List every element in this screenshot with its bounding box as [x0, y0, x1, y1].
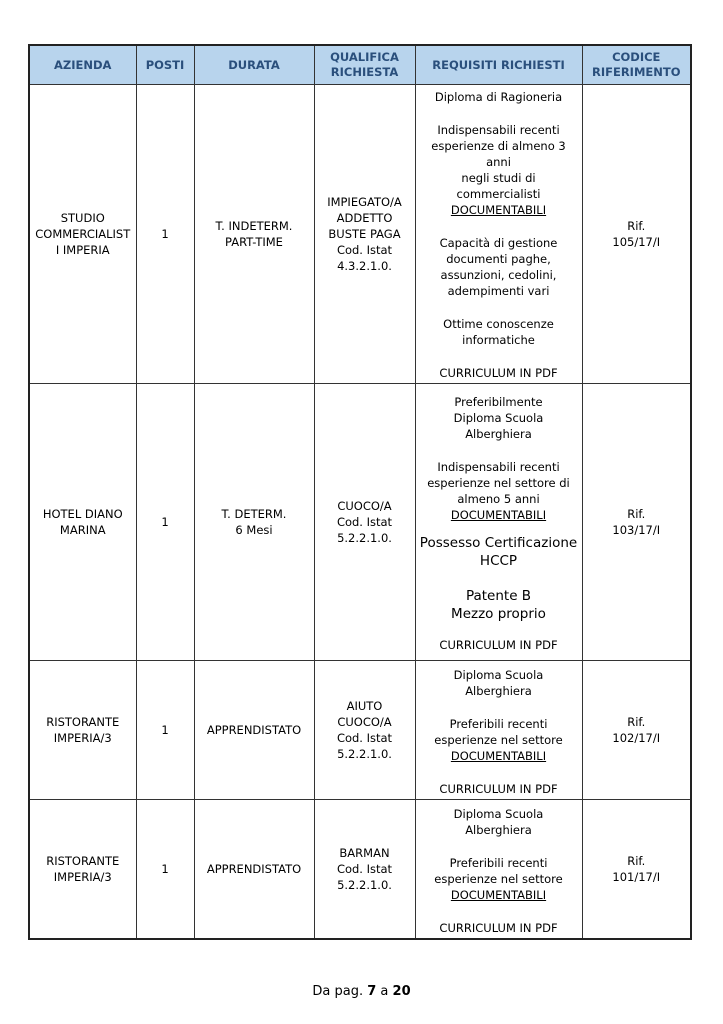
cell-codice	[582, 800, 691, 940]
azienda-line: HOTEL DIANO	[42, 507, 123, 521]
cell-requisiti	[415, 661, 582, 800]
requisiti-esperienze: esperienze nel settore	[434, 872, 563, 886]
azienda-line: RISTORANTE	[46, 854, 120, 868]
requisiti-esperienze: almeno 5 anni	[457, 491, 540, 506]
qualifica-line: CUOCO/A	[337, 715, 392, 729]
requisiti-capacita: assunzioni, cedolini,	[440, 268, 557, 282]
azienda-line: COMMERCIALIST	[35, 227, 131, 241]
qualifica-line: ADDETTO	[336, 211, 393, 225]
cell-requisiti	[415, 800, 582, 940]
azienda-line: I IMPERIA	[55, 243, 110, 257]
requisiti-certificazione: Possesso Certificazione	[419, 534, 578, 551]
footer-page-number: 7	[367, 984, 377, 999]
codice-line: Rif.	[627, 854, 646, 868]
azienda-line: RISTORANTE	[46, 715, 120, 729]
requisiti-diploma: Diploma Scuola Alberghiera	[453, 668, 544, 698]
cell-codice	[582, 661, 691, 800]
codice-line: 102/17/I	[612, 731, 661, 745]
codice-line: 103/17/I	[612, 523, 661, 537]
table-row	[29, 800, 691, 940]
requisiti-esperienze: esperienze nel settore di	[427, 475, 570, 490]
azienda-line: IMPERIA/3	[53, 731, 112, 745]
header-requisiti: REQUISITI RICHIESTI	[415, 45, 582, 85]
requisiti-esperienze: Indispensabili recenti	[437, 123, 560, 137]
requisiti-documentabili: DOCUMENTABILI	[450, 203, 547, 217]
requisiti-patente: Mezzo proprio	[451, 605, 546, 622]
requisiti-documentabili: DOCUMENTABILI	[450, 507, 547, 522]
requisiti-documentabili: DOCUMENTABILI	[450, 888, 547, 902]
cell-durata	[194, 85, 314, 384]
cell-posti: 1	[136, 85, 194, 384]
cell-requisiti	[415, 85, 582, 384]
requisiti-diploma: Diploma Scuola Alberghiera	[453, 807, 544, 837]
requisiti-conoscenze: Ottime conoscenze	[443, 317, 554, 331]
cell-qualifica	[314, 85, 415, 384]
header-codice	[582, 45, 691, 85]
cell-durata: APPRENDISTATO	[194, 661, 314, 800]
requisiti-curriculum: CURRICULUM IN PDF	[439, 921, 558, 935]
qualifica-line: 5.2.2.1.0.	[337, 747, 392, 761]
qualifica-line: Cod. Istat	[336, 515, 393, 529]
codice-line: Rif.	[627, 715, 646, 729]
cell-azienda	[29, 85, 136, 384]
azienda-line: IMPERIA/3	[53, 870, 112, 884]
job-offers-table	[28, 44, 692, 940]
cell-azienda	[29, 661, 136, 800]
qualifica-line: BUSTE PAGA	[328, 227, 401, 241]
requisiti-capacita: documenti paghe,	[446, 252, 551, 266]
table-row	[29, 384, 691, 661]
requisiti-certificazione: HCCP	[479, 552, 518, 569]
table-header-row	[29, 45, 691, 85]
footer-separator: a	[380, 984, 389, 999]
header-durata: DURATA	[194, 45, 314, 85]
durata-line: PART-TIME	[225, 235, 283, 249]
requisiti-curriculum: CURRICULUM IN PDF	[439, 637, 558, 652]
cell-posti: 1	[136, 800, 194, 940]
cell-codice	[582, 85, 691, 384]
requisiti-documentabili: DOCUMENTABILI	[450, 749, 547, 763]
cell-qualifica	[314, 384, 415, 661]
durata-line: 6 Mesi	[235, 523, 273, 537]
cell-codice	[582, 384, 691, 661]
requisiti-conoscenze: informatiche	[462, 333, 535, 347]
footer-prefix: Da pag.	[312, 984, 364, 999]
codice-line: 101/17/I	[612, 870, 661, 884]
cell-qualifica	[314, 800, 415, 940]
cell-durata	[194, 384, 314, 661]
qualifica-line: AIUTO	[346, 699, 383, 713]
header-qualifica-line: QUALIFICA	[330, 50, 399, 64]
header-codice-line: CODICE	[612, 50, 661, 64]
requisiti-esperienze: negli studi di commercialisti	[456, 171, 541, 201]
requisiti-esperienze: Preferibili recenti	[449, 717, 548, 731]
requisiti-curriculum: CURRICULUM IN PDF	[439, 366, 558, 380]
cell-durata: APPRENDISTATO	[194, 800, 314, 940]
requisiti-capacita: Capacità di gestione	[439, 236, 558, 250]
header-qualifica-line: RICHIESTA	[330, 65, 399, 79]
cell-qualifica	[314, 661, 415, 800]
azienda-line: STUDIO	[60, 211, 105, 225]
codice-line: Rif.	[627, 507, 646, 521]
cell-azienda	[29, 384, 136, 661]
header-codice-line: RIFERIMENTO	[591, 65, 681, 79]
footer-page-total: 20	[392, 984, 411, 999]
header-posti: POSTI	[136, 45, 194, 85]
cell-posti: 1	[136, 661, 194, 800]
requisiti-diploma: Diploma Scuola Alberghiera	[453, 410, 544, 441]
qualifica-line: Cod. Istat	[336, 243, 393, 257]
qualifica-line: 5.2.2.1.0.	[337, 531, 392, 545]
qualifica-line: Cod. Istat	[336, 862, 393, 876]
table-row	[29, 85, 691, 384]
cell-requisiti	[415, 384, 582, 661]
requisiti-esperienze: esperienze di almeno 3 anni	[431, 139, 566, 169]
requisiti-diploma: Preferibilmente	[454, 394, 543, 409]
requisiti-capacita: adempimenti vari	[447, 284, 550, 298]
codice-line: Rif.	[627, 219, 646, 233]
page-footer	[0, 984, 723, 999]
qualifica-line: 5.2.2.1.0.	[337, 878, 392, 892]
qualifica-line: 4.3.2.1.0.	[337, 259, 392, 273]
table-row	[29, 661, 691, 800]
azienda-line: MARINA	[59, 523, 106, 537]
requisiti-diploma: Diploma di Ragioneria	[434, 90, 563, 104]
qualifica-line: IMPIEGATO/A	[327, 195, 402, 209]
header-azienda: AZIENDA	[29, 45, 136, 85]
codice-line: 105/17/I	[612, 235, 661, 249]
requisiti-esperienze: esperienze nel settore	[434, 733, 563, 747]
durata-line: T. INDETERM.	[215, 219, 293, 233]
requisiti-curriculum: CURRICULUM IN PDF	[439, 782, 558, 796]
qualifica-line: Cod. Istat	[336, 731, 393, 745]
cell-posti: 1	[136, 384, 194, 661]
requisiti-esperienze: Preferibili recenti	[449, 856, 548, 870]
qualifica-line: CUOCO/A	[337, 499, 392, 513]
header-qualifica	[314, 45, 415, 85]
cell-azienda	[29, 800, 136, 940]
durata-line: T. DETERM.	[221, 507, 287, 521]
requisiti-patente: Patente B	[465, 587, 532, 604]
qualifica-line: BARMAN	[339, 846, 390, 860]
requisiti-esperienze: Indispensabili recenti	[437, 459, 560, 474]
